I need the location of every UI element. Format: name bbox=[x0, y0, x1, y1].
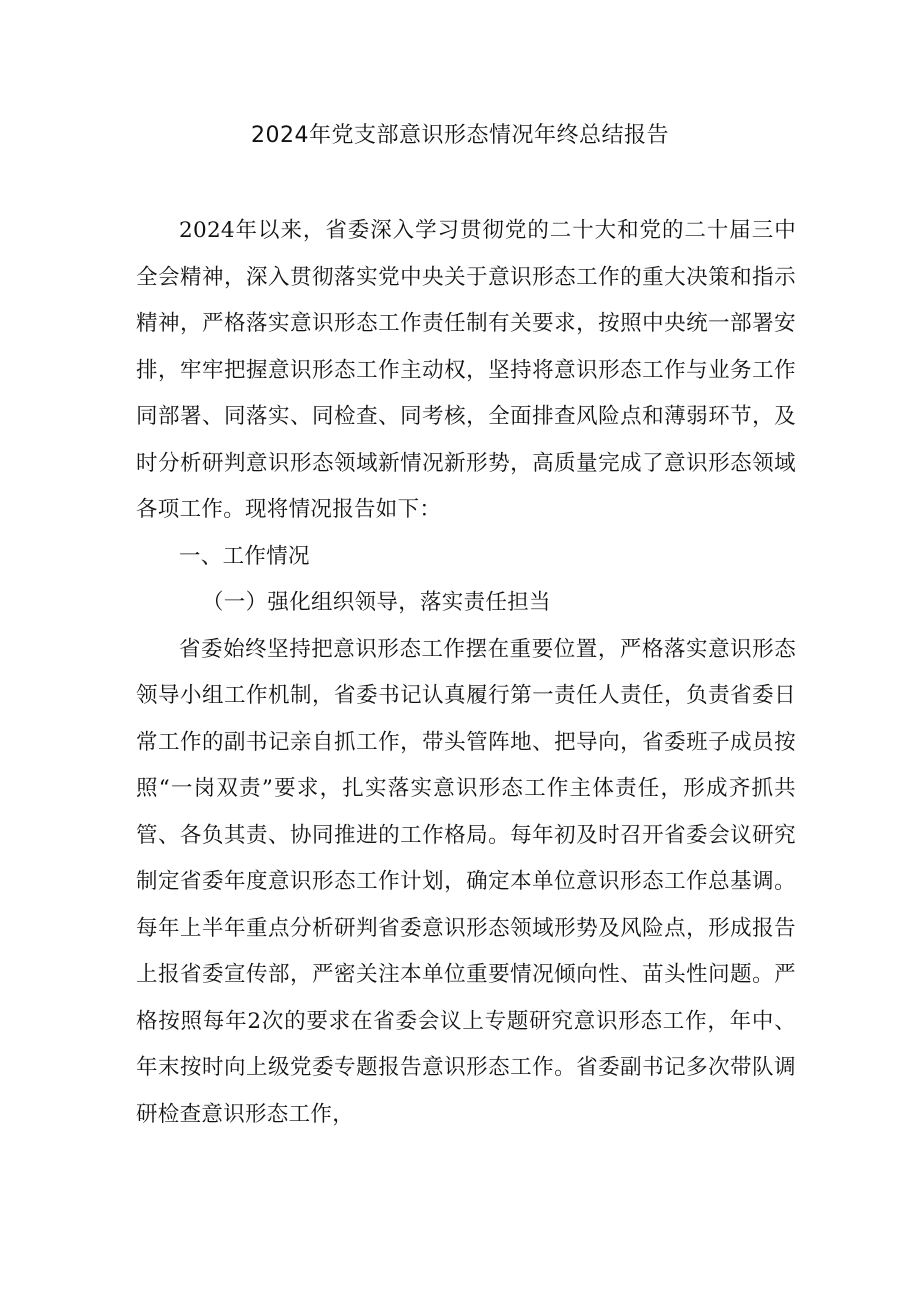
section-heading: 一、工作情况 bbox=[179, 543, 310, 569]
body-paragraph: 省委始终坚持把意识形态工作摆在重要位置，严格落实意识形态领导小组工作机制，省委书记认真履行第一责任人责任，负责省委日常工作的副书记亲自抓工作，带头管阵地、把导向，省委班子成员按照“一岗双责”要求，扎实落实意识形态工作主体责任，形成齐抓共管、各负其责、协同推进的工作格局。每年初及时召开省委会议研究制定省委年度意识形态工作计划，确定本单位意识形态工作总基调。每年上半年重点分析研判省委意识形态领域形势及风险点，形成报告上报省委宣传部，严密关注本单位重要情况倾向性、苗头性问题。严格按照每年2次的要求在省委会议上专题研究意识形态工作，年中、年末按时向上级党委专题报告意识形态工作。省委副书记多次带队调研检查意识形态工作， bbox=[136, 636, 796, 1127]
subsection-heading: （一）强化组织领导，落实责任担当 bbox=[202, 590, 551, 615]
document-title: 2024年党支部意识形态情况年终总结报告 bbox=[251, 123, 669, 148]
intro-paragraph: 2024年以来，省委深入学习贯彻党的二十大和党的二十届三中全会精神，深入贯彻落实党中央关于意识形态工作的重大决策和指示精神，严格落实意识形态工作责任制有关要求，按照中央统一部署安排，牢牢把握意识形态工作主动权，坚持将意识形态工作与业务工作同部署、同落实、同检查、同考核，全面排查风险点和薄弱环节，及时分析研判意识形态领域新情况新形势，高质量完成了意识形态领域各项工作。现将情况报告如下： bbox=[136, 218, 796, 522]
document-body bbox=[136, 208, 796, 1138]
